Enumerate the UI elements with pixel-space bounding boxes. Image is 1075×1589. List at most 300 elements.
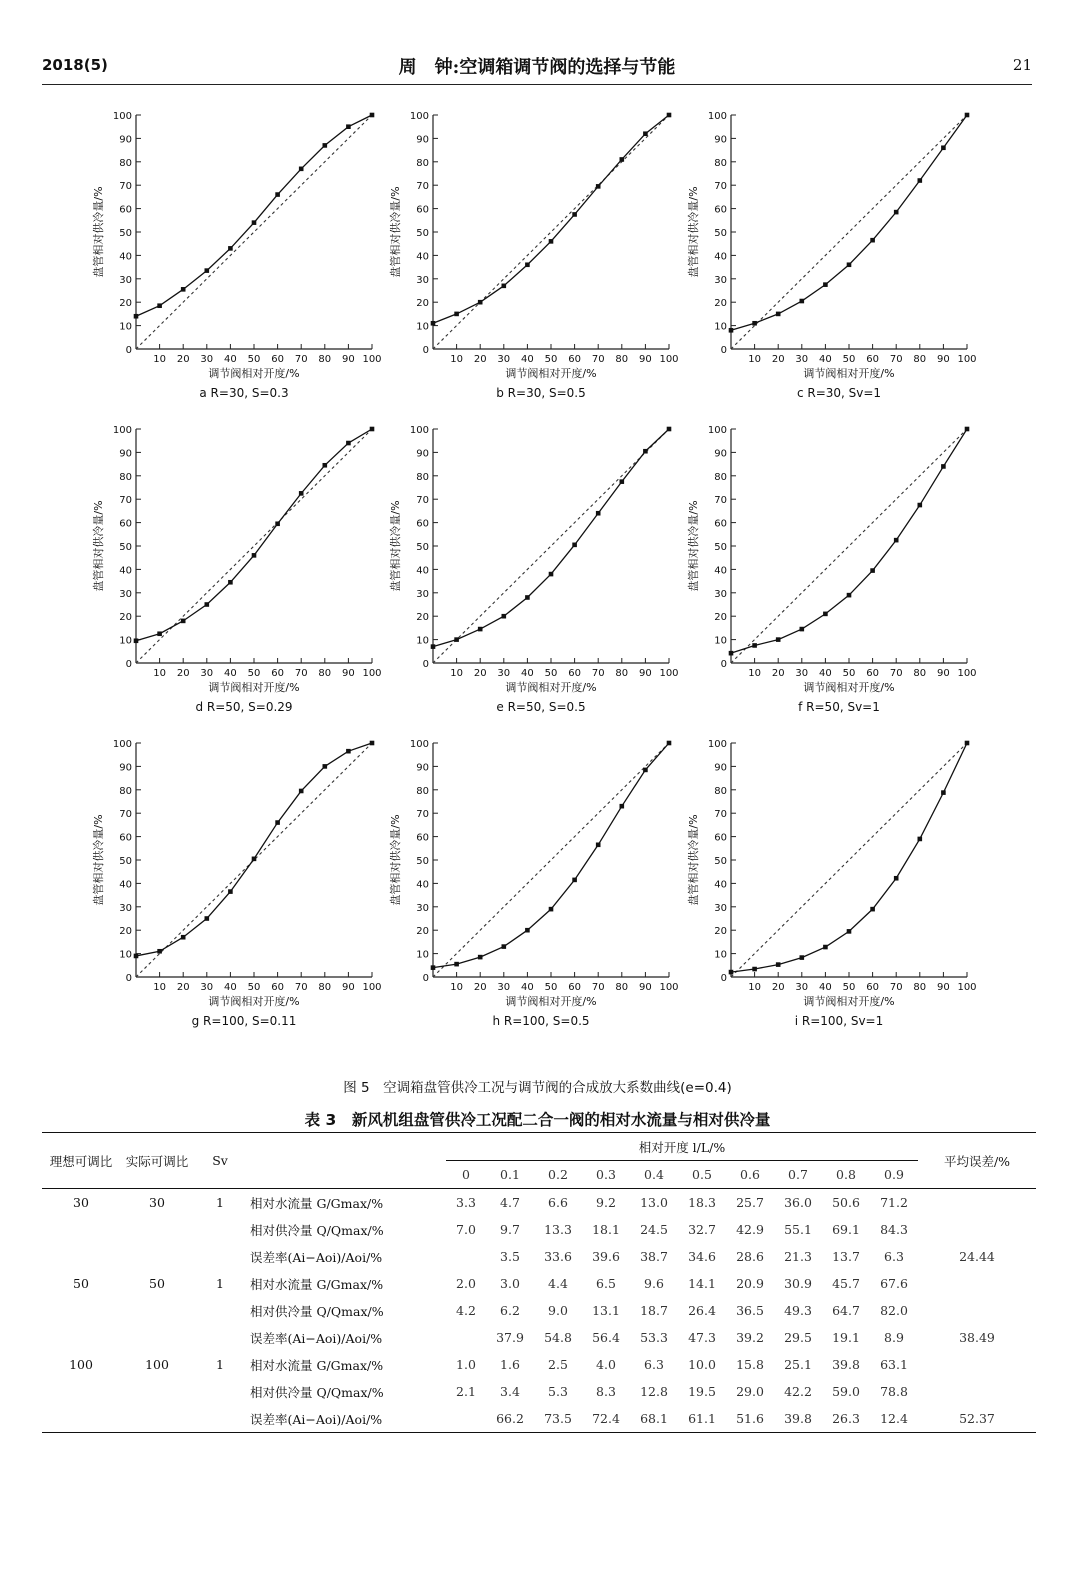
x-axis-title: 调节阀相对开度/%	[803, 681, 895, 694]
data-point	[918, 503, 923, 508]
series-line	[433, 115, 669, 323]
figure-5-charts	[0, 95, 1075, 1055]
figure-caption: 图 5 空调箱盘管供冷工况与调节阀的合成放大系数曲线(e=0.4)	[343, 1080, 732, 1096]
cell-value: 9.6	[644, 1276, 664, 1291]
cell-value: 47.3	[688, 1330, 716, 1345]
cell-empty	[120, 1216, 194, 1243]
y-tick-label: 0	[422, 345, 429, 356]
cell-empty	[42, 1297, 120, 1324]
y-tick-label: 40	[714, 879, 727, 891]
y-tick-label: 10	[714, 321, 727, 333]
panel-caption: f R=50, Sv=1	[798, 700, 880, 714]
cell-value: 8.3	[596, 1384, 616, 1399]
panel-caption: e R=50, S=0.5	[496, 700, 586, 714]
data-point	[346, 124, 351, 129]
y-tick-label: 90	[416, 134, 429, 146]
row-label: 误差率(Ai−Aoi)/Aoi/%	[250, 1249, 383, 1265]
data-point	[370, 741, 375, 746]
cell-empty	[194, 1297, 246, 1324]
data-point	[847, 593, 852, 598]
cell-value: 18.7	[640, 1303, 668, 1318]
x-axis-title: 调节阀相对开度/%	[505, 995, 597, 1008]
y-tick-label: 90	[416, 448, 429, 460]
panel-caption: b R=30, S=0.5	[496, 386, 586, 400]
cell-value: 13.1	[592, 1303, 620, 1318]
data-point	[752, 967, 757, 972]
cell-value: 26.4	[688, 1303, 716, 1318]
cell-empty	[42, 1324, 120, 1351]
x-tick-label: 20	[176, 668, 190, 679]
x-tick-label: 80	[318, 982, 332, 993]
data-point	[157, 949, 162, 954]
cell-empty	[194, 1405, 246, 1433]
cell-value: 45.7	[832, 1276, 860, 1291]
x-tick-label: 80	[913, 982, 927, 993]
cell-empty	[120, 1405, 194, 1433]
y-tick-label: 50	[714, 228, 727, 239]
data-point	[478, 300, 483, 305]
data-point	[299, 789, 304, 794]
cell-value: 73.5	[534, 1405, 582, 1433]
y-tick-label: 40	[416, 565, 429, 577]
cell-empty	[42, 1405, 120, 1433]
data-point	[228, 246, 233, 251]
x-tick-label: 80	[615, 354, 629, 365]
y-tick-label: 60	[119, 204, 132, 216]
x-tick-label: 100	[957, 668, 977, 679]
x-tick-label: 20	[771, 354, 785, 365]
y-tick-label: 50	[416, 228, 429, 239]
y-tick-label: 30	[416, 588, 429, 600]
row-label: 相对水流量 G/Gmax/%	[250, 1276, 384, 1292]
series-line	[136, 743, 372, 956]
cell-empty	[918, 1216, 1036, 1243]
cell-value	[446, 1405, 486, 1433]
y-tick-label: 100	[112, 739, 132, 750]
x-tick-label: 80	[615, 982, 629, 993]
cell-avg-error: 24.44	[959, 1249, 995, 1264]
cell-value: 6.2	[500, 1303, 520, 1318]
y-axis-title: 盘管相对供冷量/%	[92, 500, 105, 592]
x-tick-label: 100	[362, 982, 382, 993]
data-point	[228, 580, 233, 585]
cell-value: 3.3	[446, 1189, 486, 1217]
y-tick-label: 20	[119, 926, 132, 938]
x-tick-label: 50	[842, 982, 856, 993]
cell-value: 18.3	[678, 1189, 726, 1217]
y-tick-label: 60	[416, 518, 429, 530]
table-row	[42, 1351, 1036, 1378]
cell-value: 26.3	[822, 1405, 870, 1433]
x-axis-title: 调节阀相对开度/%	[208, 367, 300, 380]
y-tick-label: 20	[714, 298, 727, 310]
y-tick-label: 20	[119, 298, 132, 310]
data-point	[800, 299, 805, 304]
cell-value: 6.5	[596, 1276, 616, 1291]
cell-value: 13.3	[544, 1222, 572, 1237]
x-tick-label: 50	[247, 982, 261, 993]
x-tick-label: 60	[568, 982, 581, 993]
cell-empty	[194, 1378, 246, 1405]
cell-empty	[918, 1189, 1036, 1217]
x-axis-title: 调节阀相对开度/%	[803, 367, 895, 380]
y-tick-label: 40	[119, 565, 132, 577]
x-tick-label: 30	[497, 354, 511, 365]
data-point	[941, 790, 946, 795]
data-point	[729, 651, 734, 656]
reference-diagonal	[136, 115, 372, 349]
cell-value: 59.0	[832, 1384, 860, 1399]
x-tick-label: 10	[153, 668, 166, 679]
data-point	[776, 962, 781, 967]
y-tick-label: 0	[125, 973, 132, 984]
data-point	[776, 312, 781, 317]
cell-value: 33.6	[544, 1249, 572, 1264]
y-tick-label: 90	[119, 762, 132, 774]
data-point	[847, 262, 852, 267]
y-tick-label: 10	[119, 949, 132, 961]
data-table	[42, 1132, 1036, 1433]
y-tick-label: 80	[416, 785, 429, 797]
cell-empty	[918, 1351, 1036, 1378]
header-ideal-ratio: 理想可调比	[42, 1133, 120, 1189]
x-tick-label: 30	[200, 354, 214, 365]
cell-empty	[120, 1243, 194, 1270]
x-tick-label: 10	[450, 354, 463, 365]
cell-value: 50.6	[822, 1189, 870, 1217]
data-point	[870, 907, 875, 912]
cell-value: 54.8	[544, 1330, 572, 1345]
data-point	[549, 907, 554, 912]
cell-value: 71.2	[870, 1189, 918, 1217]
cell-value: 39.6	[592, 1249, 620, 1264]
data-point	[549, 572, 554, 577]
cell-value: 29.0	[736, 1384, 764, 1399]
y-tick-label: 60	[416, 832, 429, 844]
cell-value: 18.1	[592, 1222, 620, 1237]
data-point	[596, 184, 601, 189]
data-point	[252, 857, 257, 862]
row-label: 相对供冷量 Q/Qmax/%	[250, 1222, 384, 1238]
reference-diagonal	[731, 115, 967, 349]
x-tick-label: 10	[153, 982, 166, 993]
x-tick-label: 50	[544, 982, 558, 993]
data-point	[525, 928, 530, 933]
cell-value: 21.3	[784, 1249, 812, 1264]
x-axis-title: 调节阀相对开度/%	[803, 995, 895, 1008]
cell-value: 42.9	[736, 1222, 764, 1237]
opening-value: 0.3	[596, 1167, 616, 1182]
y-tick-label: 0	[125, 345, 132, 356]
x-tick-label: 40	[224, 982, 237, 993]
cell-value: 51.6	[726, 1405, 774, 1433]
x-tick-label: 50	[842, 668, 856, 679]
cell-value: 30.9	[784, 1276, 812, 1291]
y-tick-label: 30	[714, 274, 727, 286]
data-point	[346, 749, 351, 754]
cell-value: 63.1	[880, 1357, 908, 1372]
y-tick-label: 80	[119, 785, 132, 797]
issue-number: 2018(5)	[42, 56, 108, 74]
data-point	[454, 312, 459, 317]
data-point	[549, 239, 554, 244]
opening-value: 0.8	[836, 1167, 856, 1182]
header-avg-error: 平均误差/%	[918, 1133, 1036, 1189]
data-point	[894, 538, 899, 543]
x-tick-label: 40	[224, 354, 237, 365]
data-point	[894, 876, 899, 881]
y-tick-label: 50	[416, 856, 429, 867]
cell-empty	[918, 1270, 1036, 1297]
y-tick-label: 100	[707, 111, 727, 122]
data-point	[275, 521, 280, 526]
cell-value: 28.6	[736, 1249, 764, 1264]
y-tick-label: 90	[714, 762, 727, 774]
panel-caption: c R=30, Sv=1	[796, 386, 882, 400]
cell-value: 69.1	[832, 1222, 860, 1237]
x-tick-label: 10	[153, 354, 166, 365]
y-tick-label: 10	[119, 635, 132, 647]
cell-empty	[918, 1297, 1036, 1324]
y-tick-label: 20	[416, 298, 429, 310]
y-tick-label: 10	[119, 321, 132, 333]
x-tick-label: 60	[271, 982, 284, 993]
x-tick-label: 10	[748, 982, 761, 993]
x-tick-label: 90	[639, 354, 652, 365]
series-line	[433, 429, 669, 647]
cell-value: 6.3	[884, 1249, 904, 1264]
data-point	[275, 820, 280, 825]
cell-value: 67.6	[880, 1276, 908, 1291]
panel-caption: i R=100, Sv=1	[794, 1014, 884, 1028]
cell-value: 13.7	[832, 1249, 860, 1264]
x-axis-title: 调节阀相对开度/%	[505, 367, 597, 380]
x-axis-title: 调节阀相对开度/%	[208, 995, 300, 1008]
y-axis-title: 盘管相对供冷量/%	[389, 814, 402, 906]
y-tick-label: 100	[112, 111, 132, 122]
cell-value: 19.5	[688, 1384, 716, 1399]
x-tick-label: 60	[866, 982, 879, 993]
reference-diagonal	[433, 743, 669, 977]
cell-value: 24.5	[640, 1222, 668, 1237]
x-tick-label: 70	[591, 982, 605, 993]
x-tick-label: 90	[937, 668, 950, 679]
data-point	[181, 619, 186, 624]
y-tick-label: 100	[409, 425, 429, 436]
data-point	[431, 644, 436, 649]
header-sv: Sv	[194, 1133, 246, 1189]
data-point	[596, 842, 601, 847]
cell-value: 53.3	[640, 1330, 668, 1345]
x-tick-label: 100	[362, 354, 382, 365]
x-tick-label: 40	[521, 354, 534, 365]
cell-value: 14.1	[688, 1276, 716, 1291]
series-line	[136, 115, 372, 316]
x-tick-label: 50	[544, 668, 558, 679]
y-tick-label: 30	[119, 588, 132, 600]
table-caption: 表 3 新风机组盘管供冷工况配二合一阀的相对水流量与相对供冷量	[304, 1111, 771, 1129]
y-tick-label: 0	[422, 973, 429, 984]
x-tick-label: 40	[819, 668, 832, 679]
y-tick-label: 70	[714, 809, 727, 821]
data-point	[205, 602, 210, 607]
cell-value: 3.4	[500, 1384, 520, 1399]
data-point	[228, 889, 233, 894]
y-tick-label: 100	[409, 111, 429, 122]
data-point	[431, 321, 436, 326]
x-tick-label: 70	[889, 354, 903, 365]
page-number: 21	[1012, 56, 1032, 74]
cell-value: 3.5	[500, 1249, 520, 1264]
y-tick-label: 70	[119, 181, 132, 193]
data-point	[667, 741, 672, 746]
cell-value: 4.0	[596, 1357, 616, 1372]
x-tick-label: 50	[247, 668, 261, 679]
data-point	[157, 631, 162, 636]
opening-value: 0.6	[740, 1167, 760, 1182]
y-tick-label: 40	[714, 565, 727, 577]
table-row	[42, 1324, 1036, 1351]
cell-value: 10.0	[688, 1357, 716, 1372]
cell-sv: 1	[216, 1276, 224, 1291]
x-tick-label: 90	[342, 354, 355, 365]
data-point	[323, 764, 328, 769]
cell-actual-ratio: 100	[145, 1357, 169, 1372]
x-tick-label: 70	[294, 354, 308, 365]
x-tick-label: 80	[615, 668, 629, 679]
data-point	[252, 220, 257, 225]
table-row	[42, 1216, 1036, 1243]
opening-value: 0.4	[644, 1167, 664, 1182]
x-tick-label: 100	[957, 354, 977, 365]
cell-value: 32.7	[688, 1222, 716, 1237]
cell-value: 12.4	[870, 1405, 918, 1433]
data-point	[275, 192, 280, 197]
y-tick-label: 70	[416, 181, 429, 193]
y-tick-label: 60	[119, 518, 132, 530]
y-tick-label: 50	[714, 856, 727, 867]
data-point	[502, 284, 507, 289]
y-tick-label: 30	[714, 902, 727, 914]
cell-ideal-ratio: 50	[73, 1276, 89, 1291]
data-point	[299, 491, 304, 496]
cell-value: 42.2	[784, 1384, 812, 1399]
cell-value: 61.1	[678, 1405, 726, 1433]
x-tick-label: 20	[473, 354, 487, 365]
data-point	[667, 113, 672, 118]
cell-ideal-ratio: 100	[69, 1357, 93, 1372]
data-point	[941, 145, 946, 150]
data-point	[596, 511, 601, 516]
y-tick-label: 30	[714, 588, 727, 600]
row-label: 相对水流量 G/Gmax/%	[250, 1357, 384, 1373]
data-point	[729, 970, 734, 975]
data-point	[620, 479, 625, 484]
data-point	[431, 965, 436, 970]
x-tick-label: 10	[450, 668, 463, 679]
cell-empty	[194, 1216, 246, 1243]
data-point	[643, 449, 648, 454]
y-axis-title: 盘管相对供冷量/%	[687, 814, 700, 906]
y-tick-label: 50	[119, 542, 132, 553]
x-tick-label: 50	[842, 354, 856, 365]
data-point	[525, 262, 530, 267]
cell-actual-ratio: 50	[149, 1276, 165, 1291]
x-tick-label: 40	[819, 354, 832, 365]
data-point	[299, 167, 304, 172]
y-tick-label: 80	[714, 157, 727, 169]
data-point	[502, 944, 507, 949]
x-tick-label: 100	[659, 982, 679, 993]
header-opening: 相对开度 l/L/%	[446, 1133, 918, 1161]
x-tick-label: 40	[521, 668, 534, 679]
cell-value: 2.5	[548, 1357, 568, 1372]
x-tick-label: 100	[957, 982, 977, 993]
y-tick-label: 80	[416, 157, 429, 169]
data-point	[918, 837, 923, 842]
data-point	[134, 954, 139, 959]
x-tick-label: 40	[521, 982, 534, 993]
y-tick-label: 40	[119, 879, 132, 891]
data-point	[454, 637, 459, 642]
cell-value: 3.0	[500, 1276, 520, 1291]
y-tick-label: 10	[416, 949, 429, 961]
y-axis-title: 盘管相对供冷量/%	[389, 186, 402, 278]
cell-value: 39.8	[774, 1405, 822, 1433]
data-point	[941, 464, 946, 469]
cell-value: 9.7	[500, 1222, 520, 1237]
cell-value	[446, 1243, 486, 1270]
cell-value: 4.4	[548, 1276, 568, 1291]
data-point	[478, 955, 483, 960]
y-tick-label: 20	[416, 612, 429, 624]
x-tick-label: 60	[568, 668, 581, 679]
x-tick-label: 20	[473, 982, 487, 993]
x-tick-label: 60	[866, 354, 879, 365]
y-tick-label: 40	[416, 879, 429, 891]
x-tick-label: 60	[271, 668, 284, 679]
panel-caption: a R=30, S=0.3	[199, 386, 289, 400]
panel-caption: g R=100, S=0.11	[191, 1014, 297, 1028]
data-point	[667, 427, 672, 432]
cell-actual-ratio: 30	[120, 1189, 194, 1217]
x-tick-label: 20	[176, 982, 190, 993]
table-row	[42, 1270, 1036, 1297]
y-tick-label: 20	[416, 926, 429, 938]
cell-value: 1.6	[500, 1357, 520, 1372]
series-line	[136, 429, 372, 641]
y-tick-label: 10	[416, 321, 429, 333]
y-tick-label: 30	[416, 902, 429, 914]
data-point	[181, 287, 186, 292]
x-tick-label: 100	[659, 354, 679, 365]
series-line	[731, 115, 967, 330]
y-tick-label: 40	[119, 251, 132, 263]
data-point	[847, 929, 852, 934]
cell-value: 8.9	[884, 1330, 904, 1345]
x-axis-title: 调节阀相对开度/%	[208, 681, 300, 694]
panel-caption: d R=50, S=0.29	[195, 700, 293, 714]
y-tick-label: 50	[714, 542, 727, 553]
data-point	[370, 113, 375, 118]
row-label: 相对水流量 G/Gmax/%	[246, 1189, 446, 1217]
opening-value: 0.5	[692, 1167, 712, 1182]
cell-empty	[120, 1324, 194, 1351]
y-tick-label: 20	[119, 612, 132, 624]
y-tick-label: 50	[119, 856, 132, 867]
cell-sv: 1	[194, 1189, 246, 1217]
data-point	[572, 543, 577, 548]
